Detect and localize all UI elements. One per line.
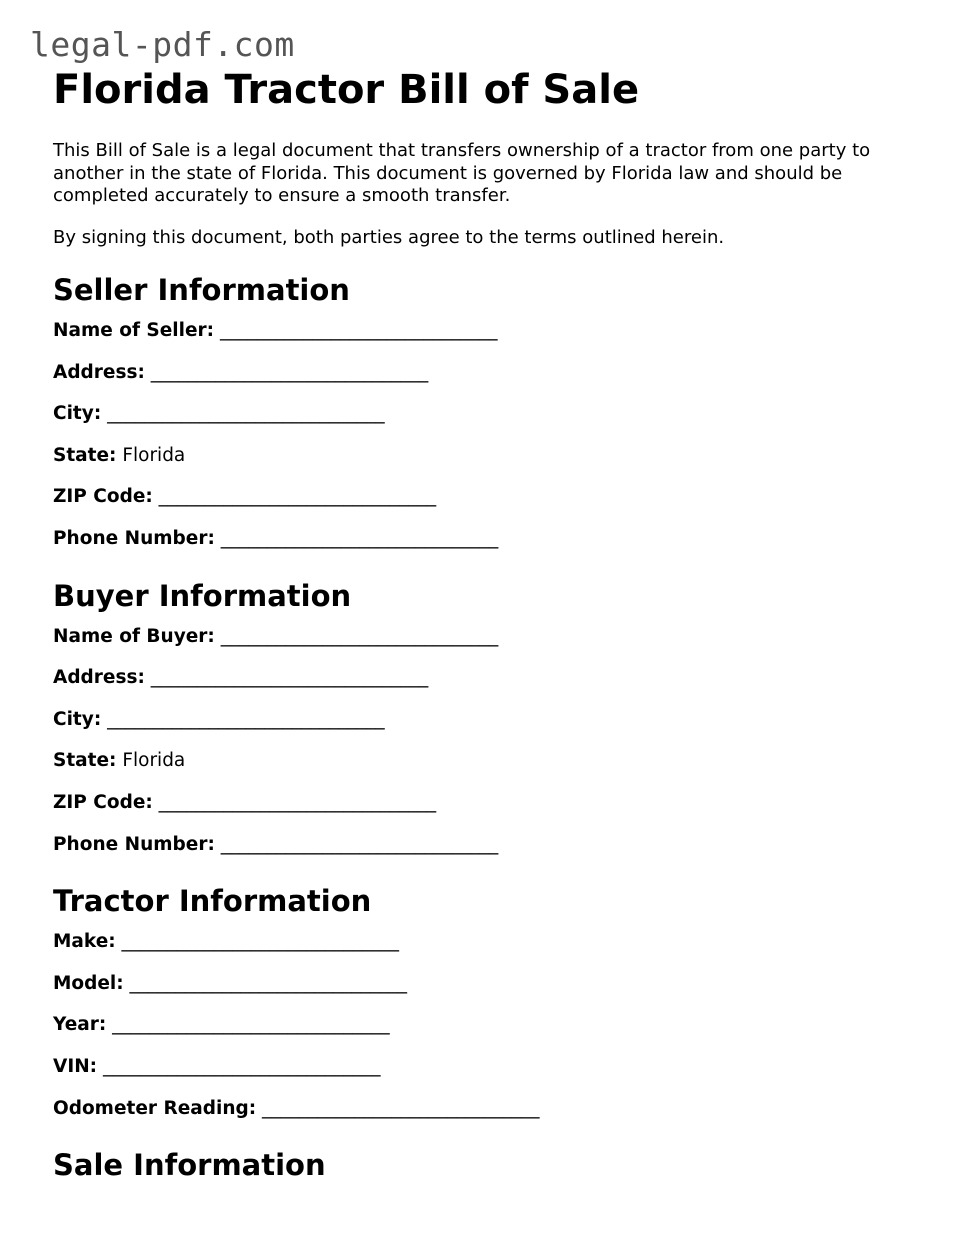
seller-state-label: State: xyxy=(53,444,117,466)
buyer-phone-field[interactable] xyxy=(53,824,933,866)
buyer-section-heading: Buyer Information xyxy=(53,578,352,613)
seller-city-field[interactable] xyxy=(53,393,933,435)
tractor-model-field[interactable] xyxy=(53,963,933,1005)
buyer-name-field[interactable] xyxy=(53,616,933,658)
watermark-logo: legal-pdf.com xyxy=(30,25,295,64)
tractor-odometer-blank[interactable]: ______________________________ xyxy=(262,1097,540,1119)
buyer-city-label: City: xyxy=(53,708,102,730)
tractor-year-label: Year: xyxy=(53,1014,107,1036)
buyer-name-label: Name of Buyer: xyxy=(53,625,215,647)
seller-name-blank[interactable]: ______________________________ xyxy=(219,320,498,341)
tractor-year-field[interactable] xyxy=(53,1004,933,1046)
tractor-make-blank[interactable]: ______________________________ xyxy=(121,931,400,953)
intro-paragraph: This Bill of Sale is a legal document that transfers ownership of a tractor from one party to another in the state of Florida. This document is governed by Florida law and should be completed accurately to ensure a smooth transfer. xyxy=(53,140,871,206)
page-title: Florida Tractor Bill of Sale xyxy=(53,67,640,113)
seller-state-field xyxy=(53,435,933,477)
seller-name-label: Name of Seller: xyxy=(53,320,215,341)
buyer-state-value: Florida xyxy=(122,750,186,772)
seller-state-value: Florida xyxy=(122,444,186,466)
buyer-state-label: State: xyxy=(53,750,117,772)
seller-address-blank[interactable]: ______________________________ xyxy=(150,361,429,383)
tractor-model-blank[interactable]: ______________________________ xyxy=(129,972,408,994)
buyer-fields xyxy=(53,616,933,866)
tractor-section-heading: Tractor Information xyxy=(53,884,372,919)
tractor-year-blank[interactable]: ______________________________ xyxy=(112,1014,390,1036)
tractor-vin-blank[interactable]: ______________________________ xyxy=(102,1055,381,1077)
buyer-zip-blank[interactable]: ______________________________ xyxy=(158,791,437,813)
buyer-address-label: Address: xyxy=(53,667,145,689)
seller-address-field[interactable] xyxy=(53,352,933,394)
seller-phone-blank[interactable]: ______________________________ xyxy=(220,527,499,549)
seller-section-heading: Seller Information xyxy=(53,273,350,307)
buyer-phone-label: Phone Number: xyxy=(53,833,215,855)
tractor-odometer-field[interactable] xyxy=(53,1088,933,1130)
buyer-address-field[interactable] xyxy=(53,657,933,699)
seller-zip-blank[interactable]: ______________________________ xyxy=(158,486,437,508)
sale-section-heading: Sale Information xyxy=(53,1148,326,1183)
seller-fields xyxy=(53,310,933,560)
seller-zip-label: ZIP Code: xyxy=(53,486,153,508)
tractor-fields xyxy=(53,921,933,1129)
seller-phone-label: Phone Number: xyxy=(53,527,215,549)
seller-city-blank[interactable]: ______________________________ xyxy=(107,403,385,425)
buyer-zip-field[interactable] xyxy=(53,782,933,824)
tractor-model-label: Model: xyxy=(53,972,124,994)
buyer-city-field[interactable] xyxy=(53,699,933,741)
buyer-state-field xyxy=(53,740,933,782)
buyer-phone-blank[interactable]: ______________________________ xyxy=(220,833,499,855)
seller-zip-field[interactable] xyxy=(53,476,933,518)
tractor-vin-label: VIN: xyxy=(53,1055,98,1077)
document-body xyxy=(53,66,933,1183)
buyer-name-blank[interactable]: ______________________________ xyxy=(220,625,499,647)
agreement-paragraph: By signing this document, both parties agree to the terms outlined herein. xyxy=(53,226,725,248)
tractor-odometer-label: Odometer Reading: xyxy=(53,1097,257,1119)
buyer-address-blank[interactable]: ______________________________ xyxy=(150,667,429,689)
seller-name-field[interactable] xyxy=(53,310,933,352)
seller-city-label: City: xyxy=(53,403,102,425)
seller-phone-field[interactable] xyxy=(53,518,933,560)
buyer-city-blank[interactable]: ______________________________ xyxy=(107,708,385,730)
seller-address-label: Address: xyxy=(53,361,145,383)
tractor-vin-field[interactable] xyxy=(53,1046,933,1088)
buyer-zip-label: ZIP Code: xyxy=(53,791,153,813)
tractor-make-label: Make: xyxy=(53,931,116,953)
tractor-make-field[interactable] xyxy=(53,921,933,963)
